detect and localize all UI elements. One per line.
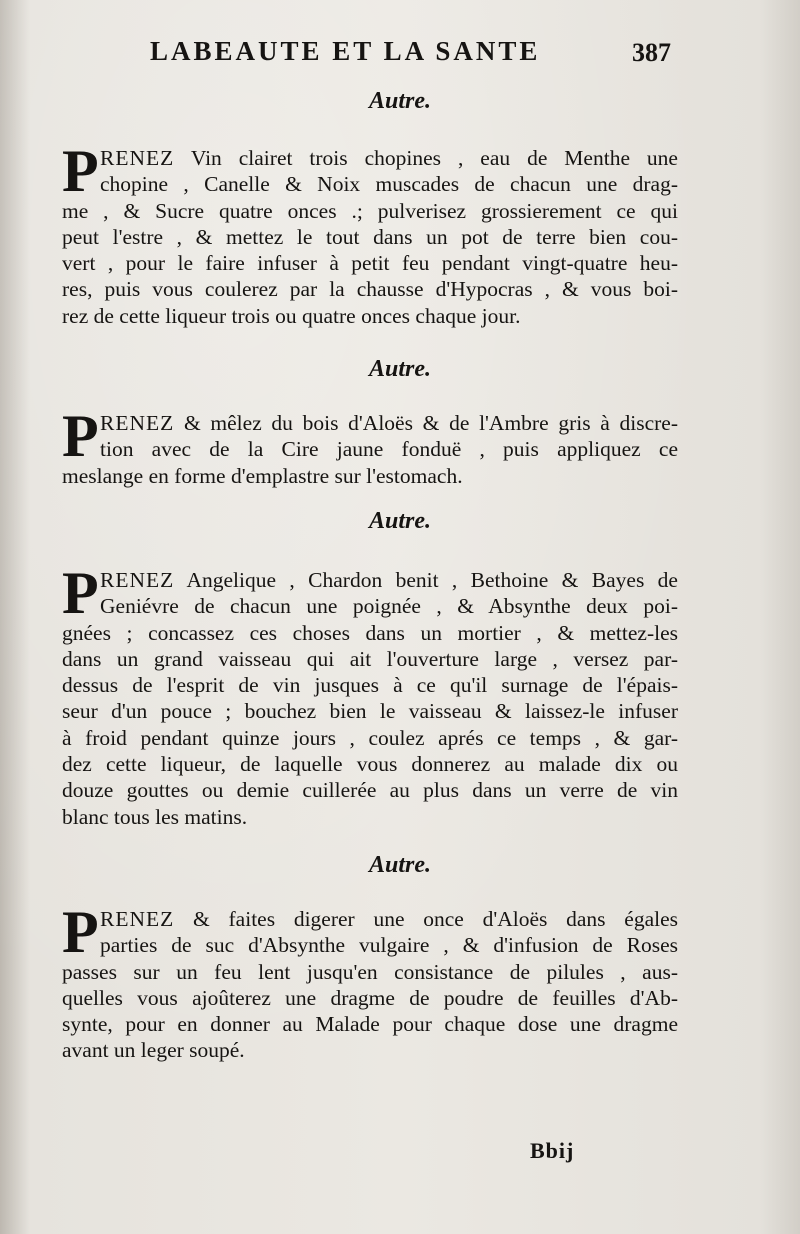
text-line: passes sur un feu lent jusqu'en consistance de pilules , aus-	[62, 959, 678, 984]
text-line: parties de suc d'Absynthe vulgaire , & d'infusion de Roses	[100, 933, 678, 958]
drop-cap: P	[62, 899, 99, 965]
recipe-paragraph-2	[62, 403, 678, 489]
text-line: avant un leger soupé.	[62, 1038, 245, 1063]
running-head: LABEAUTE ET LA SANTE	[150, 36, 541, 66]
text-line: vert , pour le faire infuser à petit feu pendant vingt-quatre heu-	[62, 251, 678, 276]
lead-word: RENEZ	[100, 411, 175, 435]
text-line: RENEZ & faites digerer une once d'Aloës dans égales	[100, 907, 678, 931]
section-heading-2: Autre.	[368, 356, 431, 382]
text-line: RENEZ Angelique , Chardon benit , Bethoine & Bayes de	[100, 568, 678, 592]
text-line: me , & Sucre quatre onces .; pulverisez grossierement ce qui	[62, 198, 678, 223]
page-number: 387	[632, 38, 671, 67]
text-line: douze gouttes ou demie cuillerée au plus dans un verre de vin	[62, 778, 678, 803]
lead-word: RENEZ	[100, 568, 175, 592]
recipe-paragraph-3	[62, 560, 678, 830]
text-line: dez cette liqueur, de laquelle vous donnerez au malade dix ou	[62, 752, 678, 777]
text-line: res, puis vous coulerez par la chausse d'Hypocras , & vous boi-	[62, 277, 678, 302]
text-line: gnées ; concassez ces choses dans un mortier , & mettez-les	[62, 620, 678, 645]
text-line: tion avec de la Cire jaune fonduë , puis appliquez ce	[100, 437, 678, 462]
text-line: peut l'estre , & mettez le tout dans un pot de terre bien cou-	[62, 224, 678, 249]
page-header	[0, 32, 800, 72]
text-line: Geniévre de chacun une poignée , & Absynthe deux poi-	[100, 594, 678, 619]
text-line: seur d'un pouce ; bouchez bien le vaisseau & laissez-le infuser	[62, 699, 678, 724]
section-heading-3: Autre.	[368, 508, 431, 534]
signature-mark: Bbij	[530, 1138, 575, 1163]
text-line: RENEZ Vin clairet trois chopines , eau de Menthe une	[100, 146, 678, 170]
section-heading-4: Autre.	[368, 852, 431, 878]
text-line: quelles vous ajoûterez une dragme de poudre de feuilles d'Ab-	[62, 985, 678, 1010]
recipe-paragraph-1	[62, 138, 678, 329]
section-heading-1: Autre.	[368, 88, 431, 114]
text-line: à froid pendant quinze jours , coulez aprés ce temps , & gar-	[62, 725, 678, 750]
text-line: meslange en forme d'emplastre sur l'estomach.	[62, 463, 463, 488]
text-line: synte, pour en donner au Malade pour chaque dose une dragme	[62, 1012, 678, 1037]
text-line: dessus de l'esprit de vin jusques à ce qu'il surnage de l'épais-	[62, 673, 678, 698]
lead-word: RENEZ	[100, 907, 175, 931]
text-line: dans un grand vaisseau qui ait l'ouverture large , versez par-	[62, 646, 678, 671]
text-line: blanc tous les matins.	[62, 804, 248, 829]
text-line: chopine , Canelle & Noix muscades de chacun une drag-	[100, 172, 678, 197]
recipe-paragraph-4	[62, 899, 678, 1064]
text-line: rez de cette liqueur trois ou quatre onces chaque jour.	[62, 303, 521, 328]
drop-cap: P	[62, 138, 99, 204]
drop-cap: P	[62, 403, 99, 469]
lead-word: RENEZ	[100, 146, 175, 170]
drop-cap: P	[62, 560, 99, 626]
text-line: RENEZ & mêlez du bois d'Aloës & de l'Ambre gris à discre-	[100, 411, 678, 435]
